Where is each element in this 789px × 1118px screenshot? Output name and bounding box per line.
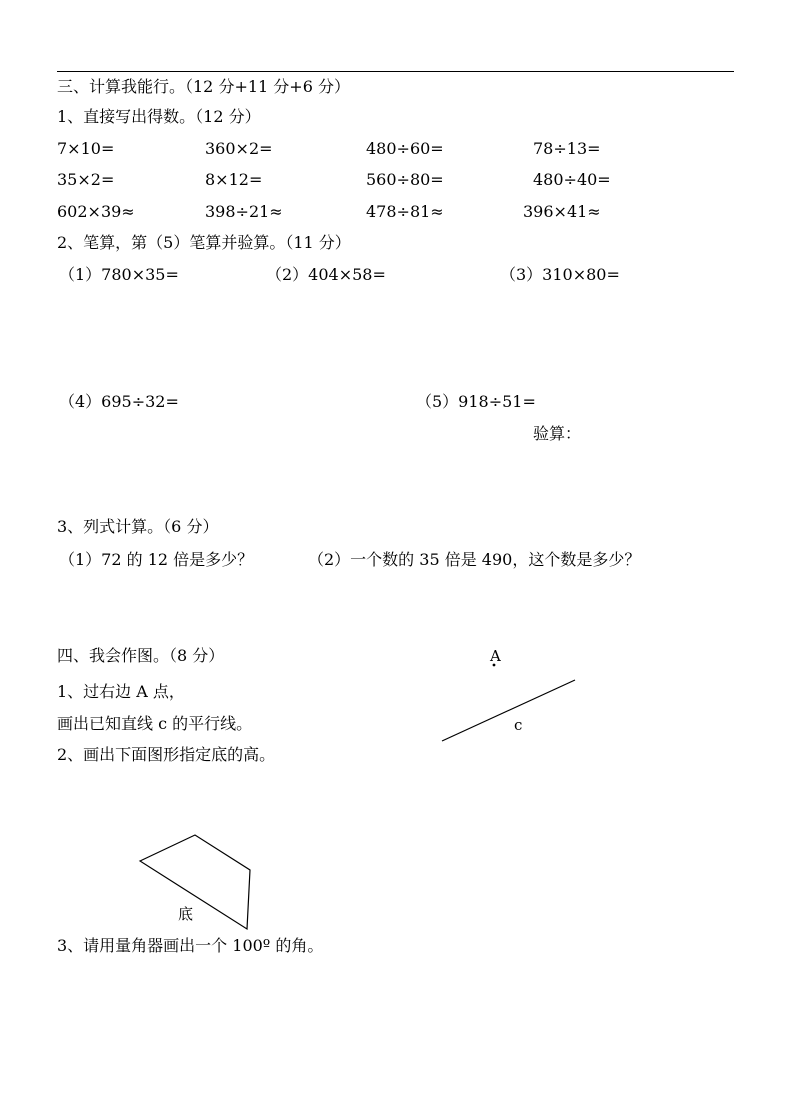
quadrilateral-figure — [140, 835, 250, 929]
calc-item: 396×41≈ — [523, 202, 601, 221]
draw-q1-line1: 1、过右边 A 点， — [57, 682, 185, 701]
word-problem: （2）一个数的 35 倍是 490，这个数是多少？ — [308, 550, 641, 569]
q3-title: 3、列式计算。（6 分） — [57, 517, 219, 536]
calc-item: 560÷80= — [366, 170, 444, 189]
draw-q2: 2、画出下面图形指定底的高。 — [57, 745, 276, 764]
draw-q1-line2: 画出已知直线 c 的平行线。 — [57, 714, 253, 733]
written-calc-item: （3）310×80= — [500, 265, 620, 284]
q2-title: 2、笔算，第（5）笔算并验算。（11 分） — [57, 233, 351, 252]
written-calc-item: （5）918÷51= — [416, 392, 536, 411]
written-calc-item: （2）404×58= — [266, 265, 386, 284]
q1-title: 1、直接写出得数。（12 分） — [57, 107, 261, 126]
check-label: 验算： — [533, 424, 582, 443]
parallel-line-figure — [442, 647, 575, 741]
calc-item: 480÷60= — [366, 139, 444, 158]
calc-item: 35×2= — [57, 170, 115, 189]
calc-item: 360×2= — [205, 139, 273, 158]
line-c — [442, 680, 575, 741]
base-label: 底 — [178, 905, 194, 923]
calc-item: 8×12= — [205, 170, 263, 189]
calc-item: 78÷13= — [533, 139, 601, 158]
calc-item: 7×10= — [57, 139, 115, 158]
written-calc-item: （4）695÷32= — [59, 392, 179, 411]
section3-title: 三、计算我能行。（12 分+11 分+6 分） — [57, 77, 350, 96]
word-problem: （1）72 的 12 倍是多少？ — [59, 550, 254, 569]
draw-q3: 3、请用量角器画出一个 100º 的角。 — [57, 936, 324, 955]
written-calc-item: （1）780×35= — [59, 265, 179, 284]
calc-item: 602×39≈ — [57, 202, 135, 221]
calc-item: 398÷21≈ — [205, 202, 283, 221]
line-c-label: c — [514, 716, 523, 734]
quadrilateral — [140, 835, 250, 929]
calc-item: 478÷81≈ — [366, 202, 444, 221]
point-a-label: A — [490, 647, 501, 665]
calc-item: 480÷40= — [533, 170, 611, 189]
section4-title: 四、我会作图。（8 分） — [57, 646, 225, 665]
